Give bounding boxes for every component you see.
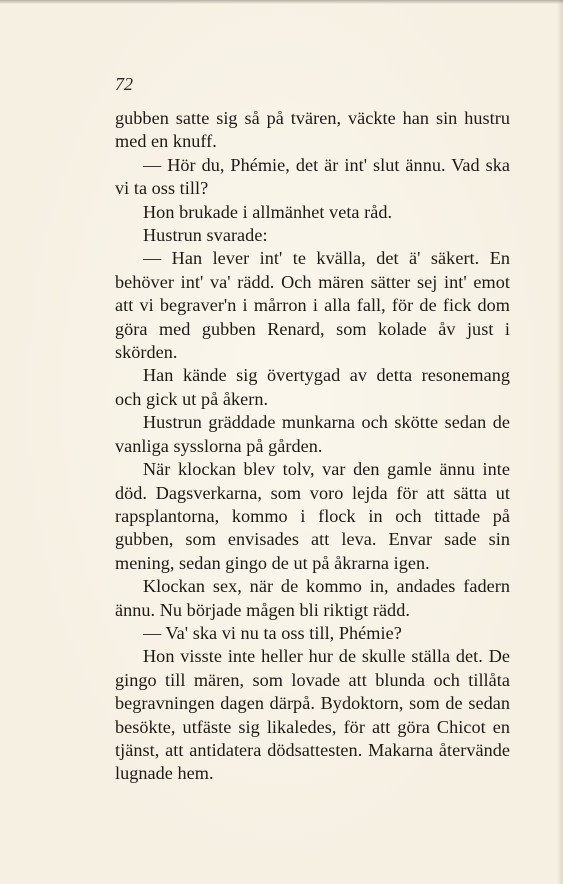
paragraph: Han kände sig övertygad av detta resonemang och gick ut på åkern. — [115, 365, 510, 409]
paragraph: gubben satte sig så på tvären, väckte han sin hustru med en knuff. — [115, 108, 510, 152]
body-text — [115, 107, 510, 786]
paragraph: — Hör du, Phémie, det är int' slut ännu. Vad ska vi ta oss till? — [115, 154, 510, 199]
paragraph: Hustrun svarade: — [143, 225, 268, 246]
paragraph: När klockan blev tolv, var den gamle ännu inte död. Dagsverkarna, som voro lejda för att sätta ut rapsplantorna, kommo i flock in och tittade på gubben, som envisades att leva. Envar sade sin mening, sedan gingo de ut på åkrarna igen. — [115, 459, 510, 573]
page-right-edge — [557, 0, 563, 884]
page-number: 72 — [115, 74, 133, 94]
paragraph: Klockan sex, när de kommo in, andades fadern ännu. Nu började mågen bli riktigt rädd. — [115, 576, 510, 620]
paragraph: Hon visste inte heller hur de skulle ställa det. De gingo till mären, som lovade att blunda och tillåta begravningen dagen därpå. Bydoktorn, som de sedan besökte, utfäste sig likaledes, för att göra Chicot en tjänst, att antidatera dödsattesten. Makarna återvände lugnade hem. — [115, 646, 510, 784]
page-top-edge — [0, 0, 563, 4]
paragraph: — Han lever int' te kvälla, det ä' säkert. En behöver int' va' rädd. Och mären sätter sej int' emot att vi begraver'n i mårron i alla fall, för de fick dom göra med gubben Renard, som kolade åv just i skörden. — [115, 248, 510, 363]
paragraph: — Va' ska vi nu ta oss till, Phémie? — [143, 622, 402, 643]
paragraph: Hustrun gräddade munkarna och skötte sedan de vanliga sysslorna på gården. — [115, 412, 510, 456]
paragraph: Hon brukade i allmänhet veta råd. — [143, 201, 393, 222]
